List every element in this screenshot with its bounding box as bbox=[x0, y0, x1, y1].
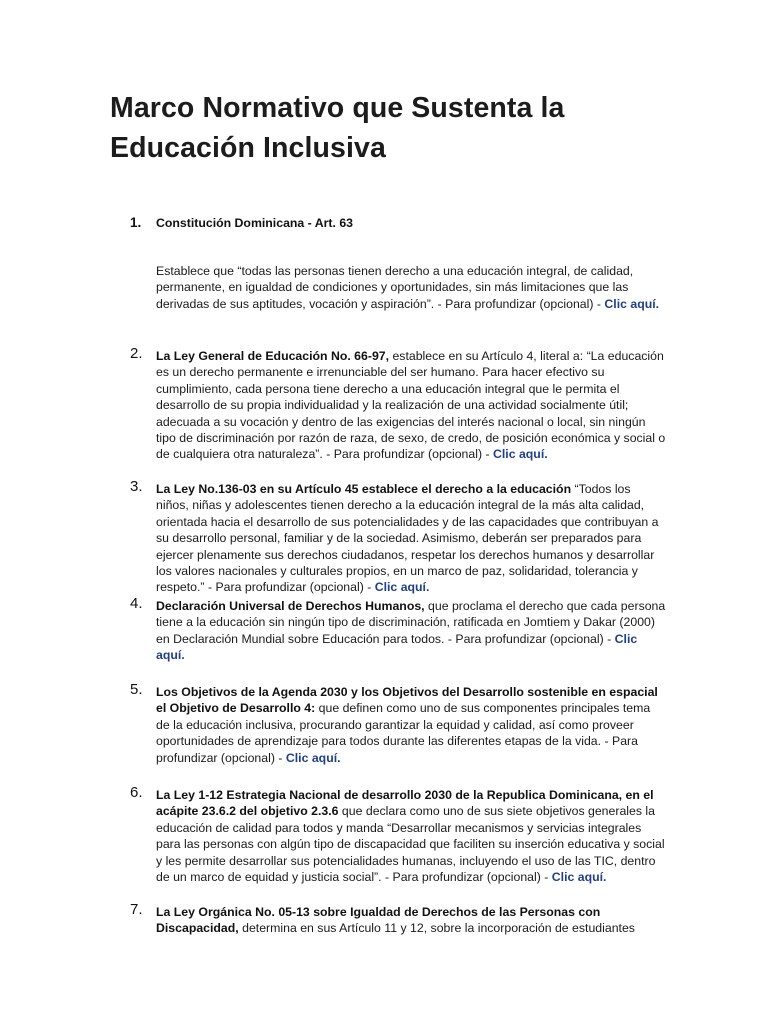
list-number: 1. bbox=[130, 215, 142, 230]
list-item-text: La Ley 1-12 Estrategia Nacional de desarrollo 2030 de la Republica Dominicana, en el acápite 23.6.2 del objetivo 2.3.6 que declara como uno de sus siete objetivos generales la educación de calidad para todos y manda “Desarrollar mecanismos y servicias integrales para las personas con algún tipo de discapacidad que faciliten su inserción educativa y social y les permite desarrollar sus potencialidades humanas, incluyendo el uso de las TIC, dentro de un marco de equidad y justicia social”. - Para profundizar (opcional) - Clic aquí. bbox=[156, 788, 665, 885]
list-item-text: La Ley General de Educación No. 66-97, establece en su Artículo 4, literal a: “La educación es un derecho permanente e irrenunciable del ser humano. Para hacer efectivo su cumplimiento, cada persona tiene derecho a una educación integral que le permita el desarrollo de su propia individualidad y la realización de una actividad socialmente útil; adecuada a su vocación y dentro de las exigencias del interés nacional o local, sin ningún tipo de discriminación por razón de raza, de sexo, de credo, de posición económica y social o de cualquiera otra naturaleza”. - Para profundizar (opcional) - Clic aquí. bbox=[156, 349, 666, 462]
list-number: 2. bbox=[130, 345, 143, 362]
list-number: 7. bbox=[130, 901, 143, 918]
page-title: Marco Normativo que Sustenta la Educación Inclusiva bbox=[110, 92, 565, 164]
list-number: 5. bbox=[130, 681, 143, 698]
clic-aqui-link[interactable]: Clic aquí. bbox=[156, 631, 638, 663]
list-item-text: La Ley Orgánica No. 05-13 sobre Igualdad de Derechos de las Personas con Discapacidad, determina en sus Artículo 11 y 12, sobre la incorporación de estudiantes bbox=[156, 905, 635, 936]
list-number: 4. bbox=[130, 595, 143, 612]
list-item-text: Los Objetivos de la Agenda 2030 y los Objetivos del Desarrollo sostenible en espacial el Objetivo de Desarrollo 4: que definen como uno de sus componentes principales tema de la educación inclusiva, procurando garantizar la equidad y calidad, así como proveer oportunidades de aprendizaje para todos durante las diferentes etapas de la vida. - Para profundizar (opcional) - Clic aquí. bbox=[156, 685, 658, 765]
clic-aqui-link[interactable]: Clic aquí. bbox=[551, 870, 607, 885]
list-item-text: La Ley No.136-03 en su Artículo 45 establece el derecho a la educación “Todos los niños, niñas y adolescentes tienen derecho a la educación integral de la más alta calidad, orientada hacia el desarrollo de sus potencialidades y de las capacidades que contribuyan a su desarrollo personal, familiar y de la sociedad. Asimismo, deberán ser preparados para ejercer plenamente sus derechos ciudadanos, respetar los derechos humanos y desarrollar los valores nacionales y culturales propios, en un marco de paz, solidaridad, tolerancia y respeto.” - Para profundizar (opcional) - Clic aquí. bbox=[156, 482, 659, 595]
list-number: 6. bbox=[130, 784, 143, 801]
clic-aqui-link[interactable]: Clic aquí. bbox=[374, 580, 430, 595]
list-item-heading: Constitución Dominicana - Art. 63 bbox=[156, 216, 353, 230]
clic-aqui-link[interactable]: Clic aquí. bbox=[604, 296, 660, 311]
list-item-text: Establece que “todas las personas tienen derecho a una educación integral, de calidad, permanente, en igualdad de condiciones y oportunidades, sin más limitaciones que las derivadas de sus aptitudes, vocación y aspiración”. - Para profundizar (opcional) - Clic aquí. bbox=[156, 264, 660, 311]
clic-aqui-link[interactable]: Clic aquí. bbox=[492, 447, 548, 462]
list-item-text: Declaración Universal de Derechos Humanos, que proclama el derecho que cada persona tiene a la educación sin ningún tipo de discriminación, ratificada en Jomtiem y Dakar (2000) en Declaración Mundial sobre Educación para todos. - Para profundizar (opcional) - Clic aquí. bbox=[156, 599, 666, 663]
clic-aqui-link[interactable]: Clic aquí. bbox=[285, 750, 341, 765]
list-number: 3. bbox=[130, 478, 143, 495]
